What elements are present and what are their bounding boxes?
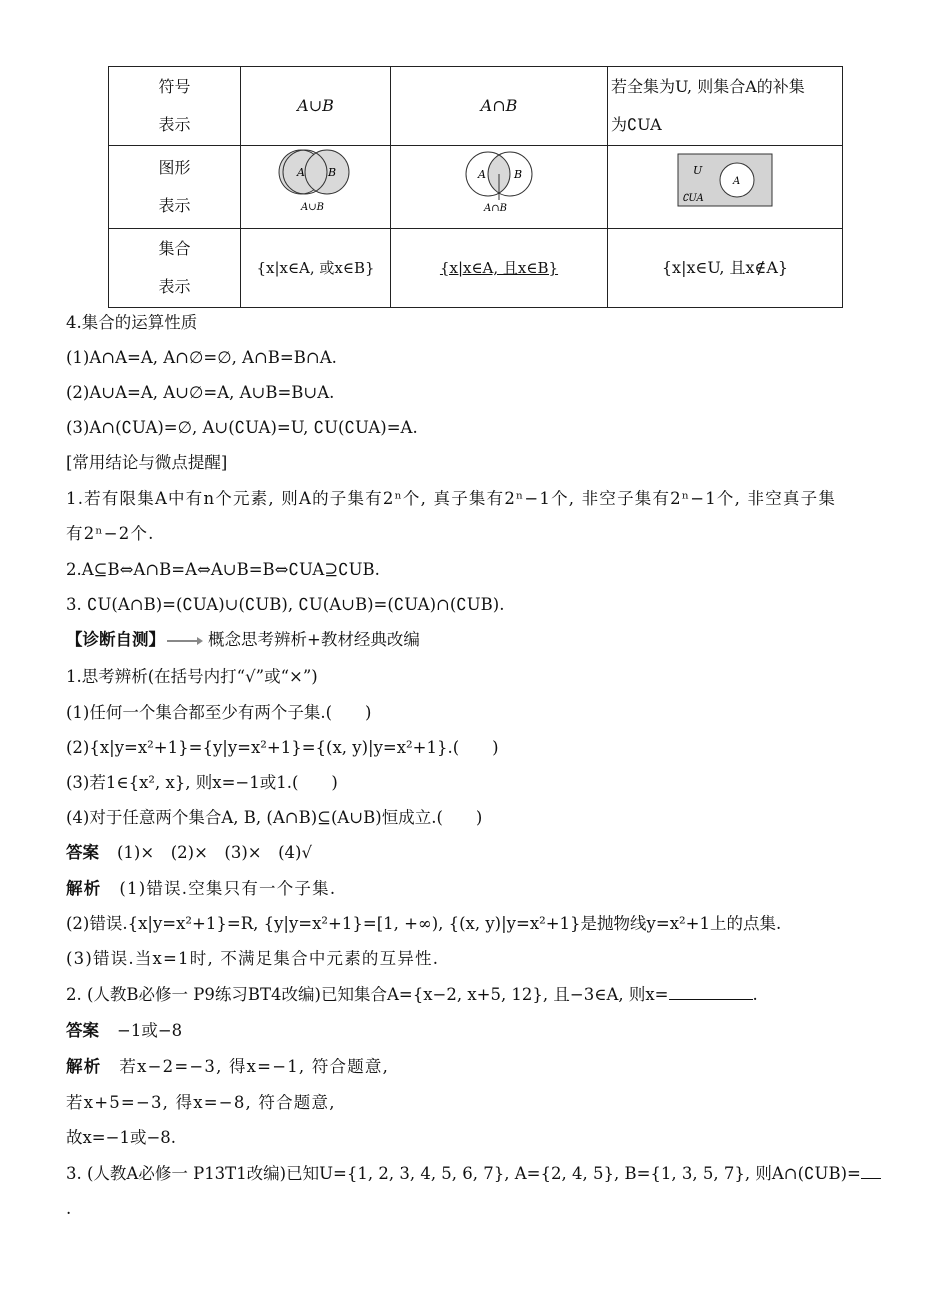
table-row-symbol [109, 67, 843, 146]
question-text: 3. (人教A必修一 P13T1改编)已知U={1, 2, 3, 4, 5, 6, 7}, A={2, 4, 5}, B={1, 3, 5, 7}, 则A∩(∁UB)= [66, 1164, 861, 1183]
cell-intersection-set [391, 229, 608, 308]
answer-line [66, 842, 886, 864]
answer-label: 答案 [66, 843, 99, 862]
answer-line [66, 1020, 886, 1042]
analysis-line: (3)错误.当x=1时, 不满足集合中元素的互异性. [66, 949, 440, 968]
cell-complement-figure [608, 146, 843, 229]
complement-def-line-2: 为∁UA [611, 115, 662, 134]
answer-text: −1或−8 [117, 1021, 183, 1040]
header-line-1: 图形 [158, 158, 191, 177]
cell-union-symbol [241, 67, 391, 146]
answer-text: (1)× (2)× (3)× (4)√ [117, 843, 312, 862]
analysis-label: 解析 [66, 879, 102, 898]
complement-circle-label: A [733, 176, 741, 187]
conclusion-line: 1.若有限集A中有n个元素, 则A的子集有2ⁿ个, 真子集有2ⁿ−1个, 非空子集有2ⁿ−1个, 非空真子集 [66, 489, 837, 508]
intersection-symbol: A∩B [480, 96, 518, 115]
section-heading: [常用结论与微点提醒] [66, 453, 228, 472]
header-line-2: 表示 [158, 196, 191, 215]
header-line-2: 表示 [158, 115, 191, 134]
conclusion-line: 有2ⁿ−2个. [66, 524, 155, 543]
question-end: . [752, 985, 758, 1004]
venn-label-a: A [478, 168, 486, 181]
arrow-icon [167, 640, 199, 642]
universe-label: U [693, 164, 703, 177]
row-header-set [109, 229, 241, 308]
analysis-label: 解析 [66, 1057, 102, 1076]
union-caption: A∪B [300, 202, 324, 213]
header-line-1: 集合 [158, 239, 191, 258]
union-venn-diagram [271, 146, 361, 214]
property-line: (1)A∩A=A, A∩∅=∅, A∩B=B∩A. [66, 348, 337, 367]
section-subtitle: 概念思考辨析+教材经典改编 [208, 630, 420, 649]
section-heading: 【诊断自测】 [66, 630, 165, 649]
venn-label-b: B [327, 166, 336, 179]
analysis-text: 若x−2=−3, 得x=−1, 符合题意, [119, 1057, 390, 1076]
complement-def-line-1: 若全集为U, 则集合A的补集 [611, 77, 805, 96]
diagnostic-header [66, 629, 886, 651]
question-line: (3)若1∈{x², x}, 则x=−1或1.( ) [66, 773, 338, 792]
answer-blank[interactable] [861, 1163, 881, 1179]
analysis-text: (1)错误.空集只有一个子集. [119, 879, 337, 898]
section-heading: 4.集合的运算性质 [66, 313, 198, 332]
question-line: 1.思考辨析(在括号内打“√”或“×”) [66, 667, 318, 686]
cell-intersection-symbol [391, 67, 608, 146]
cell-complement-set: {x|x∈U, 且x∉A} [608, 229, 843, 308]
question-text: 2. (人教B必修一 P9练习BT4改编)已知集合A={x−2, x+5, 12}, 且−3∈A, 则x= [66, 985, 669, 1004]
question-line: (2){x|y=x²+1}={y|y=x²+1}={(x, y)|y=x²+1}.( ) [66, 738, 499, 757]
cell-intersection-figure [391, 146, 608, 229]
venn-label-a: A [296, 166, 305, 179]
property-line: (2)A∪A=A, A∪∅=A, A∪B=B∪A. [66, 383, 335, 402]
answer-blank[interactable] [669, 984, 753, 1000]
analysis-line [66, 1056, 886, 1078]
question-line [66, 1163, 886, 1185]
question-line [66, 984, 886, 1006]
question-end: . [66, 1199, 72, 1218]
question-line: (1)任何一个集合都至少有两个子集.( ) [66, 703, 372, 722]
table-row-set-builder [109, 229, 843, 308]
analysis-line [66, 878, 886, 900]
intersection-set-text: {x|x∈A, 且x∈B} [439, 259, 559, 277]
answer-label: 答案 [66, 1021, 99, 1040]
header-line-2: 表示 [158, 277, 191, 296]
cell-complement-symbol [608, 67, 843, 146]
analysis-line: 故x=−1或−8. [66, 1128, 177, 1147]
row-header-symbol [109, 67, 241, 146]
analysis-line: (2)错误.{x|y=x²+1}=R, {y|y=x²+1}=[1, +∞), {(x, y)|y=x²+1}是抛物线y=x²+1上的点集. [66, 914, 782, 933]
analysis-line: 若x+5=−3, 得x=−8, 符合题意, [66, 1093, 336, 1112]
cell-union-set: {x|x∈A, 或x∈B} [241, 229, 391, 308]
cell-union-figure [241, 146, 391, 229]
intersection-caption: A∩B [484, 203, 507, 214]
header-line-1: 符号 [158, 77, 191, 96]
complement-diagram [675, 150, 775, 210]
intersection-venn-diagram [454, 146, 544, 214]
table-row-figure [109, 146, 843, 229]
property-line: (3)A∩(∁UA)=∅, A∪(∁UA)=U, ∁U(∁UA)=A. [66, 418, 418, 437]
venn-label-b: B [514, 168, 523, 181]
conclusion-line: 3. ∁U(A∩B)=(∁UA)∪(∁UB), ∁U(A∪B)=(∁UA)∩(∁UB). [66, 595, 505, 614]
complement-caption: ∁UA [682, 193, 704, 204]
conclusion-line: 2.A⊆B⇔A∩B=A⇔A∪B=B⇔∁UA⊇∁UB. [66, 560, 380, 579]
set-operations-table [108, 66, 843, 308]
row-header-figure [109, 146, 241, 229]
union-symbol: A∪B [297, 96, 334, 115]
question-line: (4)对于任意两个集合A, B, (A∩B)⊆(A∪B)恒成立.( ) [66, 808, 483, 827]
